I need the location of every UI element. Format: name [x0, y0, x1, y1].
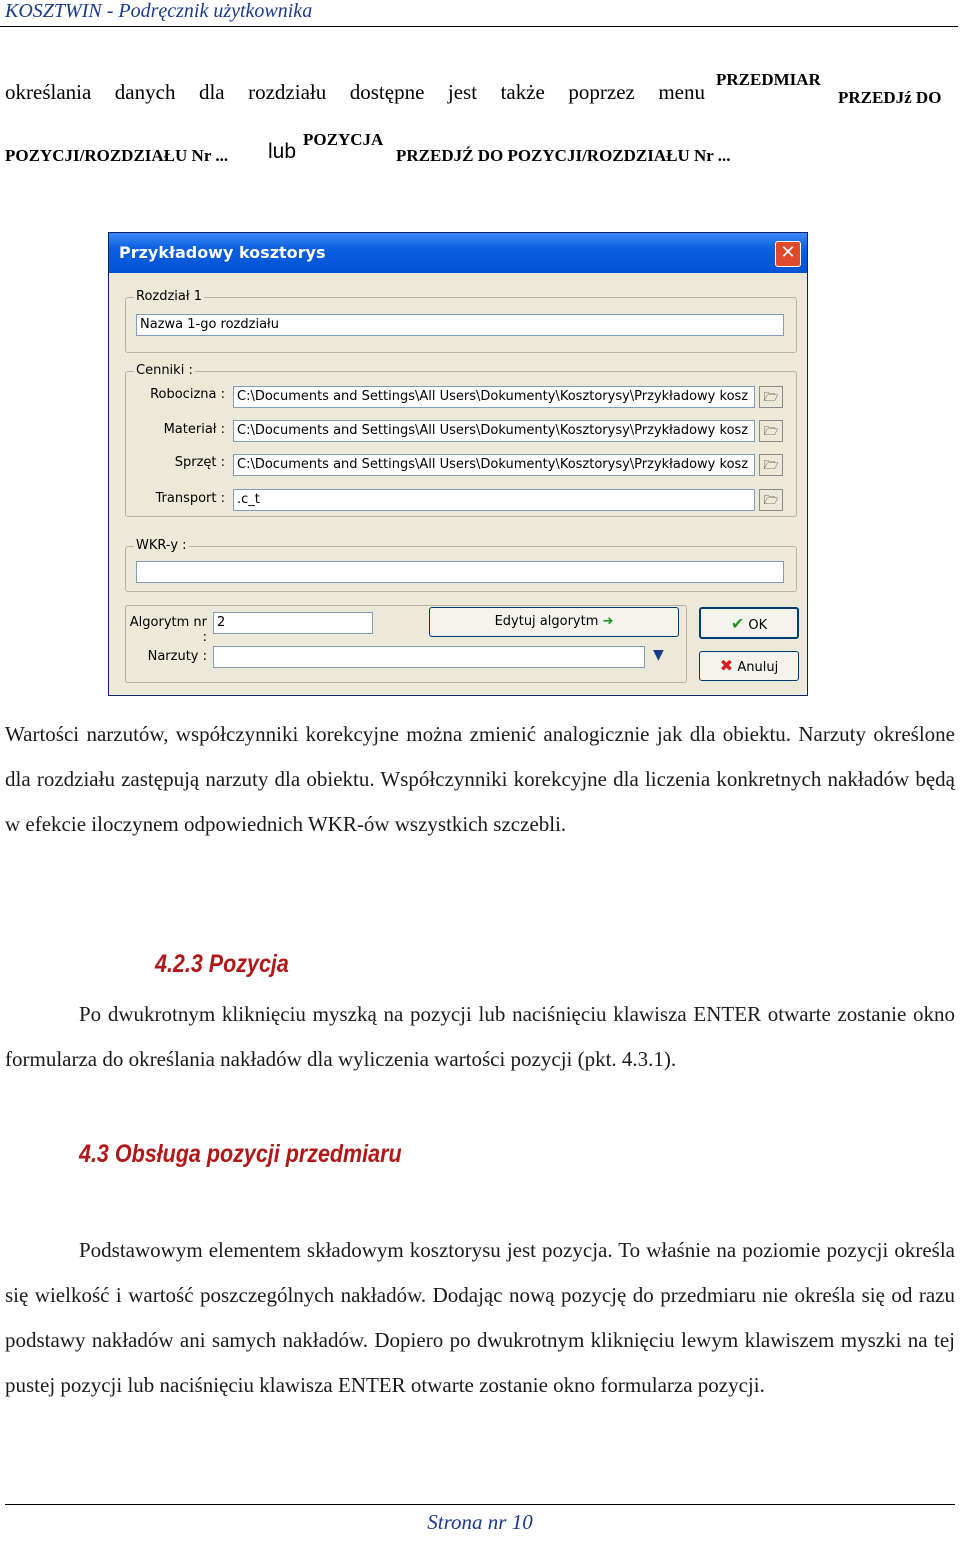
intro-path2: PRZEDJŹ DO POZYCJI/ROZDZIAŁU Nr ... [396, 146, 731, 165]
header-rule [0, 26, 958, 27]
pricelist-material-label: Materiał : [163, 422, 225, 437]
pricelist-robocizna-label: Robocizna : [150, 387, 225, 402]
close-button[interactable]: ✕ [775, 241, 801, 267]
paragraph-obsluga: Podstawowym elementem składowym kosztorysu jest pozycja. To właśnie na poziomie pozycji określa się wielkość i wartość poszczególnych nakładów. Dodając nową pozycję do przedmiaru nie określa się od razu podstawy nakładów ani samych nakładów. Dopiero po dwukrotnym kliknięciu lewym klawiszem myszki na tej pustej pozycji lub naciśnięciu klawisza ENTER otwarte zostanie okno formularza pozycji. [5, 1238, 955, 1397]
pricelist-transport-input[interactable]: .c_t [233, 489, 755, 511]
pricelist-transport-label: Transport : [155, 491, 225, 506]
intro-path1: POZYCJI/ROZDZIAŁU Nr ... [5, 146, 229, 165]
intro-line1-text: określania danych dla rozdziału dostępne jest także poprzez menu [5, 80, 705, 104]
algorithm-input[interactable]: 2 [213, 612, 373, 634]
dialog-window [108, 232, 808, 696]
footer-rule [5, 1504, 955, 1505]
intro-lub: lub [268, 140, 297, 163]
pricelist-sprzet-input[interactable]: C:\Documents and Settings\All Users\Dokumenty\Kosztorysy\Przykładowy kosz [233, 454, 755, 476]
paragraph-pozycja: Po dwukrotnym kliknięciu myszką na pozycji lub naciśnięciu klawisza ENTER otwarte zostanie okno formularza do określania nakładów dla wyliczenia wartości pozycji (pkt. 4.3.1). [5, 1002, 955, 1071]
check-icon: ✔ [730, 614, 745, 633]
section-name-input[interactable]: Nazwa 1-go rozdziału [136, 314, 784, 336]
ok-label: OK [748, 618, 768, 633]
cancel-label: Anuluj [737, 660, 779, 675]
ok-button[interactable] [699, 607, 799, 639]
page-footer: Strona nr 10 [427, 1510, 533, 1534]
pricelist-sprzet-label: Sprzęt : [174, 455, 225, 470]
paragraph-surcharges: Wartości narzutów, współczynniki korekcyjne można zmienić analogicznie jak dla obiektu. Narzuty określone dla rozdziału zastępują narzuty dla obiektu. Współczynniki korekcyjne dla liczenia konkretnych nakładów będą w efekcie iloczynem odpowiednich WKR-ów wszystkich szczebli. [5, 722, 955, 836]
folder-open-icon[interactable]: 🗁 [759, 454, 783, 476]
folder-open-icon[interactable]: 🗁 [759, 420, 783, 442]
wkr-input[interactable] [136, 561, 784, 583]
dialog-title: Przykładowy kosztorys [119, 243, 326, 262]
intro-menu-przejdz: PRZEDJź DO [838, 88, 942, 107]
section-group [125, 289, 797, 353]
edit-algorithm-label: Edytuj algorytm [494, 614, 599, 629]
dialog-titlebar [109, 233, 807, 273]
heading-obsluga: 4.3 Obsługa pozycji przedmiaru [79, 1140, 402, 1168]
pricelists-label: Cenniki : [136, 363, 193, 378]
algorithm-label: Algorytm nr : [129, 615, 207, 645]
cancel-button[interactable] [699, 651, 799, 681]
pricelist-material-input[interactable]: C:\Documents and Settings\All Users\Dokumenty\Kosztorysy\Przykładowy kosz [233, 420, 755, 442]
surcharges-label: Narzuty : [147, 649, 207, 664]
edit-algorithm-button[interactable] [429, 607, 679, 637]
pricelist-robocizna-input[interactable]: C:\Documents and Settings\All Users\Dokumenty\Kosztorysy\Przykładowy kosz [233, 386, 755, 408]
heading-pozycja: 4.2.3 Pozycja [155, 950, 289, 978]
section-label: Rozdział 1 [136, 289, 202, 304]
folder-open-icon[interactable]: 🗁 [759, 386, 783, 408]
running-man-icon: ➜ [602, 614, 614, 629]
surcharges-input[interactable] [213, 646, 645, 668]
arrow-down-icon[interactable]: ▼ [653, 647, 664, 663]
wkr-group [125, 538, 797, 592]
x-icon: ✖ [719, 656, 734, 675]
wkr-label: WKR-y : [136, 538, 187, 553]
document-header: KOSZTWIN - Podręcznik użytkownika [5, 0, 313, 22]
intro-menu-pozycja: POZYCJA [303, 130, 384, 149]
intro-menu-przedmiar: PRZEDMIAR [716, 70, 821, 89]
folder-open-icon[interactable]: 🗁 [759, 489, 783, 511]
